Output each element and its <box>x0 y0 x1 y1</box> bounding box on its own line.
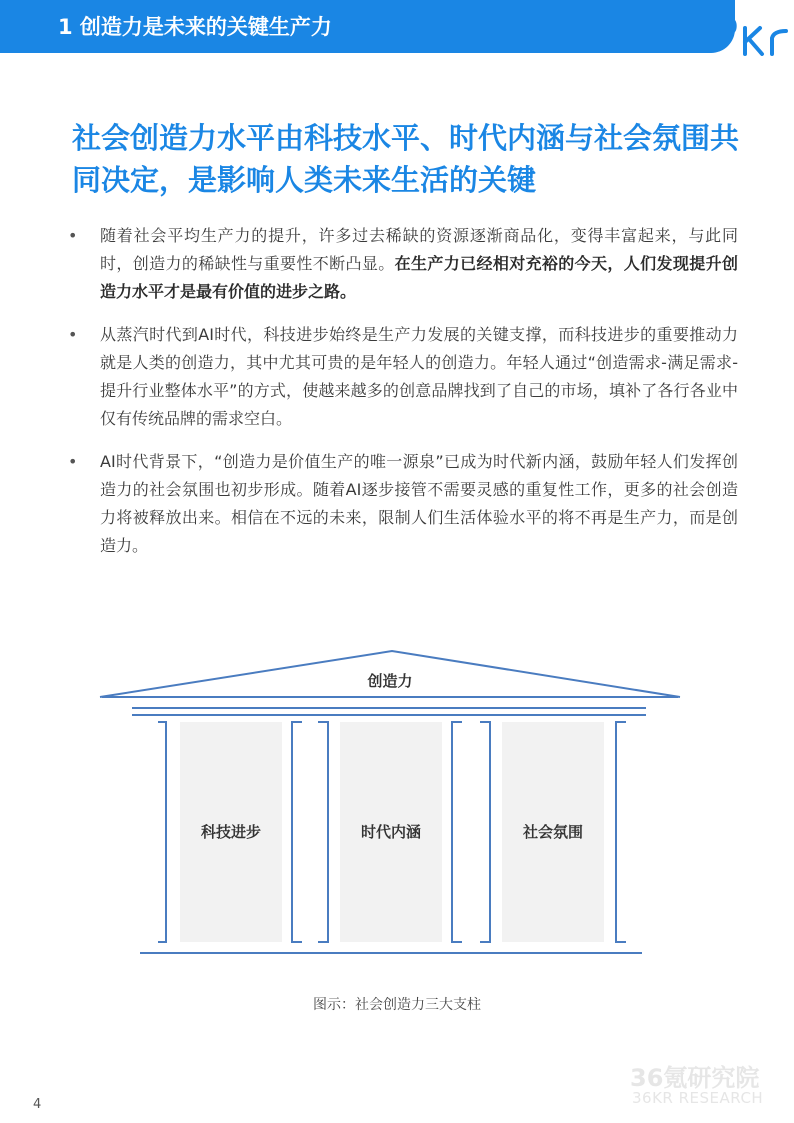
watermark-cn: 36氪研究院 <box>630 1064 760 1092</box>
page-number: 4 <box>33 1097 42 1112</box>
pillar-label-era: 时代内涵 <box>360 823 422 841</box>
bullet-item <box>68 448 738 560</box>
pillar-2-right-bracket <box>452 722 462 942</box>
pillar-1-right-bracket <box>292 722 302 942</box>
pillar-label-society: 社会氛围 <box>522 823 584 841</box>
bullet-item <box>68 222 738 306</box>
pillars-diagram <box>0 640 794 970</box>
bullet-list <box>68 222 738 575</box>
pillar-3-left-bracket <box>480 722 490 942</box>
bullet-bold-text: 在生产力已经相对充裕的今天，人们发现提升创造力水平才是最有价值的进步之路。 <box>100 254 738 301</box>
figure-caption: 图示：社会创造力三大支柱 <box>313 997 481 1013</box>
section-title: 1 创造力是未来的关键生产力 <box>58 15 332 39</box>
page-heading: 社会创造力水平由科技水平、时代内涵与社会氛围共同决定，是影响人类未来生活的关键 <box>72 121 740 197</box>
watermark-en: 36KR RESEARCH <box>632 1089 764 1107</box>
bullet-text: 从蒸汽时代到AI时代，科技进步始终是生产力发展的关键支撑，而科技进步的重要推动力就是人类的创造力，其中尤其可贵的是年轻人的创造力。年轻人通过“创造需求-满足需求-提升行业整体水平”的方式，使越来越多的创意品牌找到了自己的市场，填补了各行各业中仅有传统品牌的需求空白。 <box>100 325 738 428</box>
pillar-2-left-bracket <box>318 722 328 942</box>
roof-label: 创造力 <box>367 672 413 690</box>
bullet-text: AI时代背景下，“创造力是价值生产的唯一源泉”已成为时代新内涵，鼓励年轻人们发挥创造力的社会氛围也初步形成。随着AI逐步接管不需要灵感的重复性工作，更多的社会创造力将被释放出来。相信在不远的未来，限制人们生活体验水平的将不再是生产力，而是创造力。 <box>100 452 738 555</box>
bullet-item <box>68 321 738 433</box>
bullet-text: 随着社会平均生产力的提升，许多过去稀缺的资源逐渐商品化，变得丰富起来，与此同时，创造力的稀缺性与重要性不断凸显。 <box>100 226 738 273</box>
pillar-label-technology: 科技进步 <box>200 823 262 841</box>
pillar-1-left-bracket <box>158 722 166 942</box>
36kr-logo <box>694 0 794 56</box>
pillar-3-right-bracket <box>616 722 626 942</box>
